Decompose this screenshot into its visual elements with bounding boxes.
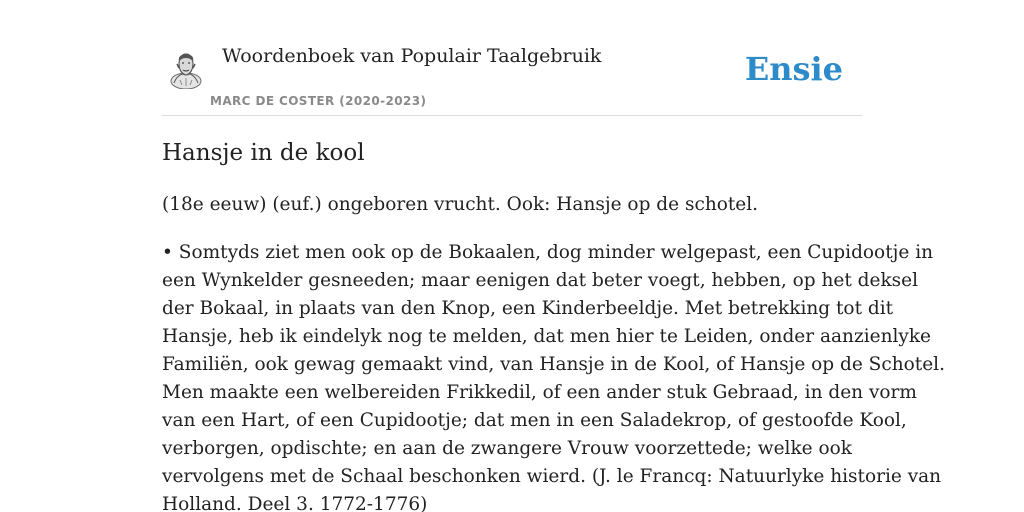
quote-line: Hansje, heb ik eindelyk nog te melden, dat men hier te Leiden, onder aanzienlyke bbox=[162, 326, 932, 347]
entry-quote bbox=[162, 239, 945, 512]
quote-line: Holland. Deel 3. 1772-1776) bbox=[162, 494, 428, 512]
entry-definition: (18e eeuw) (euf.) ongeboren vrucht. Ook: Hansje op de schotel. bbox=[162, 194, 759, 215]
author-portrait-icon[interactable] bbox=[168, 51, 204, 89]
source-title[interactable]: Woordenboek van Populair Taalgebruik bbox=[222, 45, 602, 67]
quote-line: verborgen, opdischte; en aan de zwangere Vrouw voorzettede; welke ook bbox=[162, 438, 852, 459]
source-header bbox=[162, 0, 862, 116]
quote-line: der Bokaal, in plaats van den Knop, een Kinderbeeldje. Met betrekking tot dit bbox=[162, 298, 894, 319]
main-content bbox=[162, 0, 945, 512]
quote-line: vervolgens met de Schaal beschonken wierd. (J. le Francq: Natuurlyke historie van bbox=[162, 466, 942, 487]
quote-line: Familiën, ook gewag gemaakt vind, van Hansje in de Kool, of Hansje op de Schotel. bbox=[162, 354, 945, 375]
ensie-logo[interactable]: Ensie bbox=[744, 50, 843, 88]
entry-term: Hansje in de kool bbox=[162, 140, 365, 166]
quote-line: Men maakte een welbereiden Frikkedil, of een ander stuk Gebraad, in den vorm bbox=[162, 382, 917, 403]
author-name[interactable]: MARC DE COSTER (2020-2023) bbox=[210, 94, 427, 108]
quote-line: • Somtyds ziet men ook op de Bokaalen, dog minder welgepast, een Cupidootje in bbox=[162, 242, 934, 263]
quote-line: een Wynkelder gesneeden; maar eenigen dat beter voegt, hebben, op het deksel bbox=[162, 270, 919, 291]
quote-line: van een Hart, of een Cupidootje; dat men in een Saladekrop, of gestoofde Kool, bbox=[162, 410, 907, 431]
